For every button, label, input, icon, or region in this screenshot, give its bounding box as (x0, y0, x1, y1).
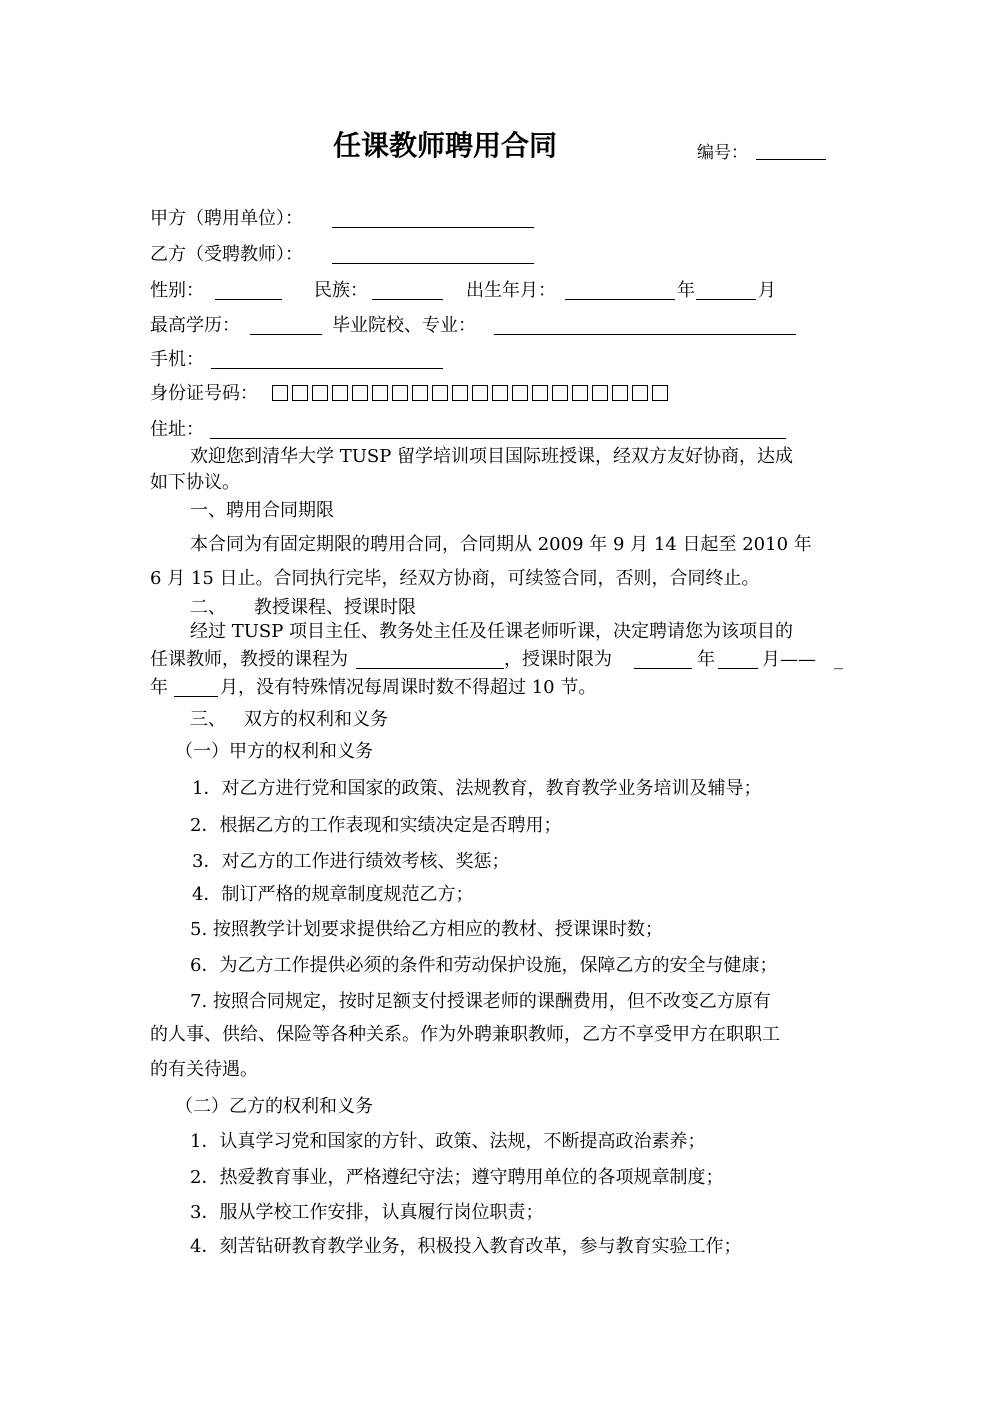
birth-label: 出生年月： (466, 280, 556, 301)
id-digit-box[interactable] (392, 385, 408, 401)
party-a-item-7-cont-2: 的有关待遇。 (150, 1059, 258, 1080)
contract-number-label: 编号： (697, 143, 748, 163)
section-3-heading-number: 三、 (190, 709, 226, 730)
id-digit-box[interactable] (472, 385, 488, 401)
birth-year-blank[interactable] (565, 299, 675, 300)
section-1-para-line-1: 本合同为有固定期限的聘用合同，合同期从 2009 年 9 月 14 日起至 2010 年 (190, 534, 812, 555)
section-1-heading: 一、聘用合同期限 (190, 500, 334, 521)
party-a-rights-heading: （一）甲方的权利和义务 (175, 741, 373, 762)
id-digit-box[interactable] (492, 385, 508, 401)
address-blank[interactable] (210, 438, 786, 439)
id-digit-box[interactable] (452, 385, 468, 401)
id-digit-box[interactable] (272, 385, 288, 401)
id-digit-box[interactable] (332, 385, 348, 401)
period-start-month-blank[interactable] (718, 668, 758, 669)
period-end-year-blank-start: _ (834, 649, 843, 670)
party-b-blank[interactable] (332, 263, 534, 264)
party-a-item-4: 4．制订严格的规章制度规范乙方； (192, 884, 474, 905)
party-b-item-3: 3．服从学校工作安排，认真履行岗位职责； (190, 1202, 544, 1223)
id-digit-box[interactable] (632, 385, 648, 401)
id-digit-box[interactable] (572, 385, 588, 401)
education-label: 最高学历： (150, 315, 240, 336)
gender-label: 性别： (150, 280, 204, 301)
id-digit-box[interactable] (312, 385, 328, 401)
party-a-item-7-cont-1: 的人事、供给、保险等各种关系。作为外聘兼职教师，乙方不享受甲方在职职工 (150, 1024, 780, 1045)
course-blank[interactable] (356, 668, 504, 669)
id-digit-box[interactable] (612, 385, 628, 401)
id-digit-box[interactable] (372, 385, 388, 401)
id-digit-box[interactable] (592, 385, 608, 401)
school-label: 毕业院校、专业： (332, 315, 476, 336)
party-a-item-2: 2．根据乙方的工作表现和实绩决定是否聘用； (190, 815, 562, 836)
section-2-heading: 教授课程、授课时限 (254, 597, 416, 618)
id-digit-box[interactable] (412, 385, 428, 401)
welcome-line-1: 欢迎您到清华大学 TUSP 留学培训项目国际班授课，经双方友好协商，达成 (190, 446, 794, 467)
id-digit-box[interactable] (432, 385, 448, 401)
section-2-heading-number: 二、 (190, 597, 226, 618)
id-digit-box[interactable] (292, 385, 308, 401)
party-a-item-6: 6．为乙方工作提供必须的条件和劳动保护设施，保障乙方的安全与健康； (190, 955, 778, 976)
party-a-blank[interactable] (332, 227, 534, 228)
education-blank[interactable] (250, 334, 322, 335)
birth-year-unit: 年 (677, 280, 695, 301)
page-title: 任课教师聘用合同 (333, 129, 558, 162)
school-blank[interactable] (494, 334, 796, 335)
ethnicity-label: 民族： (314, 280, 368, 301)
party-b-item-1: 1．认真学习党和国家的方针、政策、法规，不断提高政治素养； (190, 1131, 706, 1152)
party-b-item-2: 2．热爱教育事业，严格遵纪守法；遵守聘用单位的各项规章制度； (190, 1167, 724, 1188)
party-a-item-5: 5. 按照教学计划要求提供给乙方相应的教材、授课课时数； (190, 919, 663, 940)
id-digit-box[interactable] (352, 385, 368, 401)
id-digit-box[interactable] (652, 385, 668, 401)
birth-month-blank[interactable] (696, 299, 756, 300)
id-digit-box[interactable] (512, 385, 528, 401)
contract-number-blank[interactable] (756, 159, 826, 160)
address-label: 住址： (150, 419, 204, 440)
phone-label: 手机： (150, 349, 204, 370)
gender-blank[interactable] (215, 299, 282, 300)
party-b-rights-heading: （二）乙方的权利和义务 (175, 1096, 373, 1117)
id-number-boxes[interactable] (272, 382, 672, 401)
section-2-para-line-2b: ，授课时限为 (504, 649, 612, 670)
party-a-item-3: 3．对乙方的工作进行绩效考核、奖惩； (192, 851, 510, 872)
welcome-line-2: 如下协议。 (150, 472, 240, 493)
party-b-item-4: 4．刻苦钻研教育教学业务，积极投入教育改革，参与教育实验工作； (190, 1236, 742, 1257)
section-2-para-line-3: 月，没有特殊情况每周课时数不得超过 10 节。 (220, 677, 597, 698)
section-2-para-line-2a: 任课教师，教授的课程为 (150, 649, 348, 670)
section-3-heading: 双方的权利和义务 (244, 709, 388, 730)
id-digit-box[interactable] (552, 385, 568, 401)
period-start-year-blank[interactable] (634, 668, 692, 669)
party-b-label: 乙方（受聘教师）： (150, 244, 303, 265)
birth-month-unit: 月 (758, 280, 776, 301)
id-number-label: 身份证号码： (150, 383, 258, 404)
id-digit-box[interactable] (532, 385, 548, 401)
section-2-para-line-1: 经过 TUSP 项目主任、教务处主任及任课老师听课，决定聘请您为该项目的 (190, 621, 794, 642)
section-1-para-line-2: 6 月 15 日止。合同执行完毕，经双方协商，可续签合同，否则，合同终止。 (150, 568, 760, 589)
ethnicity-blank[interactable] (372, 299, 443, 300)
party-a-item-7: 7. 按照合同规定，按时足额支付授课老师的课酬费用，但不改变乙方原有 (190, 991, 771, 1012)
period-end-year-unit: 年 (150, 677, 168, 698)
party-a-label: 甲方（聘用单位）： (150, 208, 303, 229)
party-a-item-1: 1．对乙方进行党和国家的政策、法规教育，教育教学业务培训及辅导； (192, 778, 762, 799)
period-dash: 月—— (762, 649, 816, 670)
period-start-year-unit: 年 (697, 649, 715, 670)
phone-blank[interactable] (211, 368, 443, 369)
period-end-month-blank[interactable] (174, 696, 218, 697)
